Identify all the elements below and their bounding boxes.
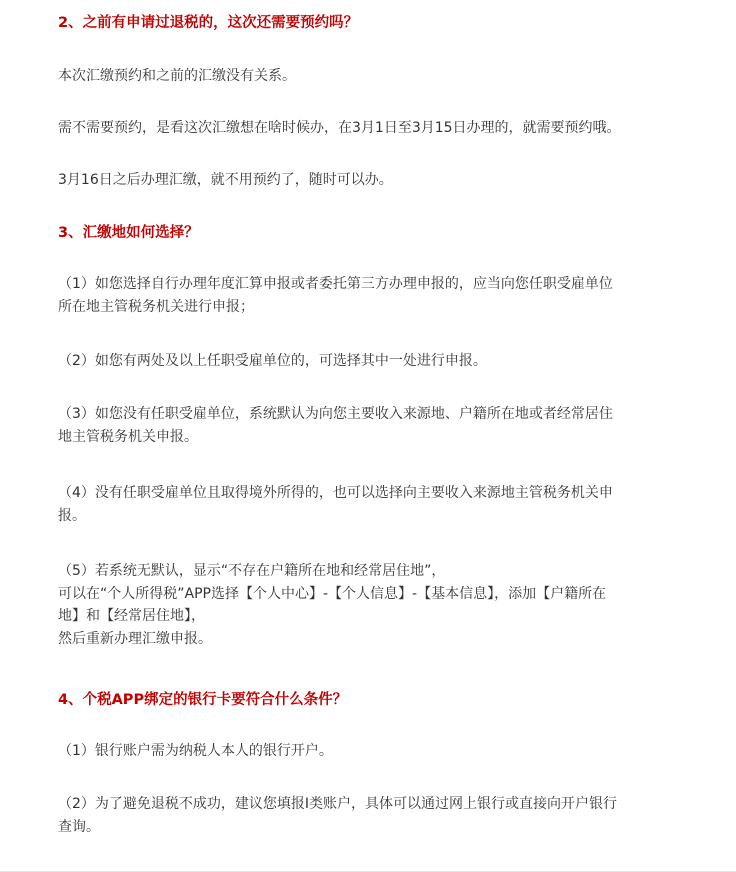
paragraph: （2）如您有两处及以上任职受雇单位的，可选择其中一处进行申报。 [58,353,487,369]
paragraph: 本次汇缴预约和之前的汇缴没有关系。 [58,68,296,84]
paragraph: （3）如您没有任职受雇单位，系统默认为向您主要收入来源地、户籍所在地或者经常居住 地主管税务机关申报。 [58,406,613,445]
paragraph: （5）若系统无默认，显示“不存在户籍所在地和经常居住地”， 可以在“个人所得税”APP选择【个人中心】-【个人信息】-【基本信息】，添加【户籍所在 地】和【经常居住地】， 然后重新办理汇缴申报。 [58,563,607,647]
paragraph: （1）银行账户需为纳税人本人的银行开户。 [58,743,333,759]
paragraph: 需不需要预约，是看这次汇缴想在啥时候办，在3月1日至3月15日办理的，就需要预约哦。 [58,120,621,136]
section-heading: 4、个税APP绑定的银行卡要符合什么条件？ [58,692,348,708]
section-heading: 3、汇缴地如何选择？ [58,225,199,241]
paragraph: 3月16日之后办理汇缴，就不用预约了，随时可以办。 [58,172,393,188]
paragraph: （2）为了避免退税不成功，建议您填报I类账户，具体可以通过网上银行或直接向开户银行 查询。 [58,796,618,835]
paragraph: （4）没有任职受雇单位且取得境外所得的，也可以选择向主要收入来源地主管税务机关申 报。 [58,485,613,524]
section-heading: 2、之前有申请过退税的，这次还需要预约吗？ [58,15,359,31]
paragraph: （1）如您选择自行办理年度汇算申报或者委托第三方办理申报的，应当向您任职受雇单位 所在地主管税务机关进行申报； [58,276,613,315]
